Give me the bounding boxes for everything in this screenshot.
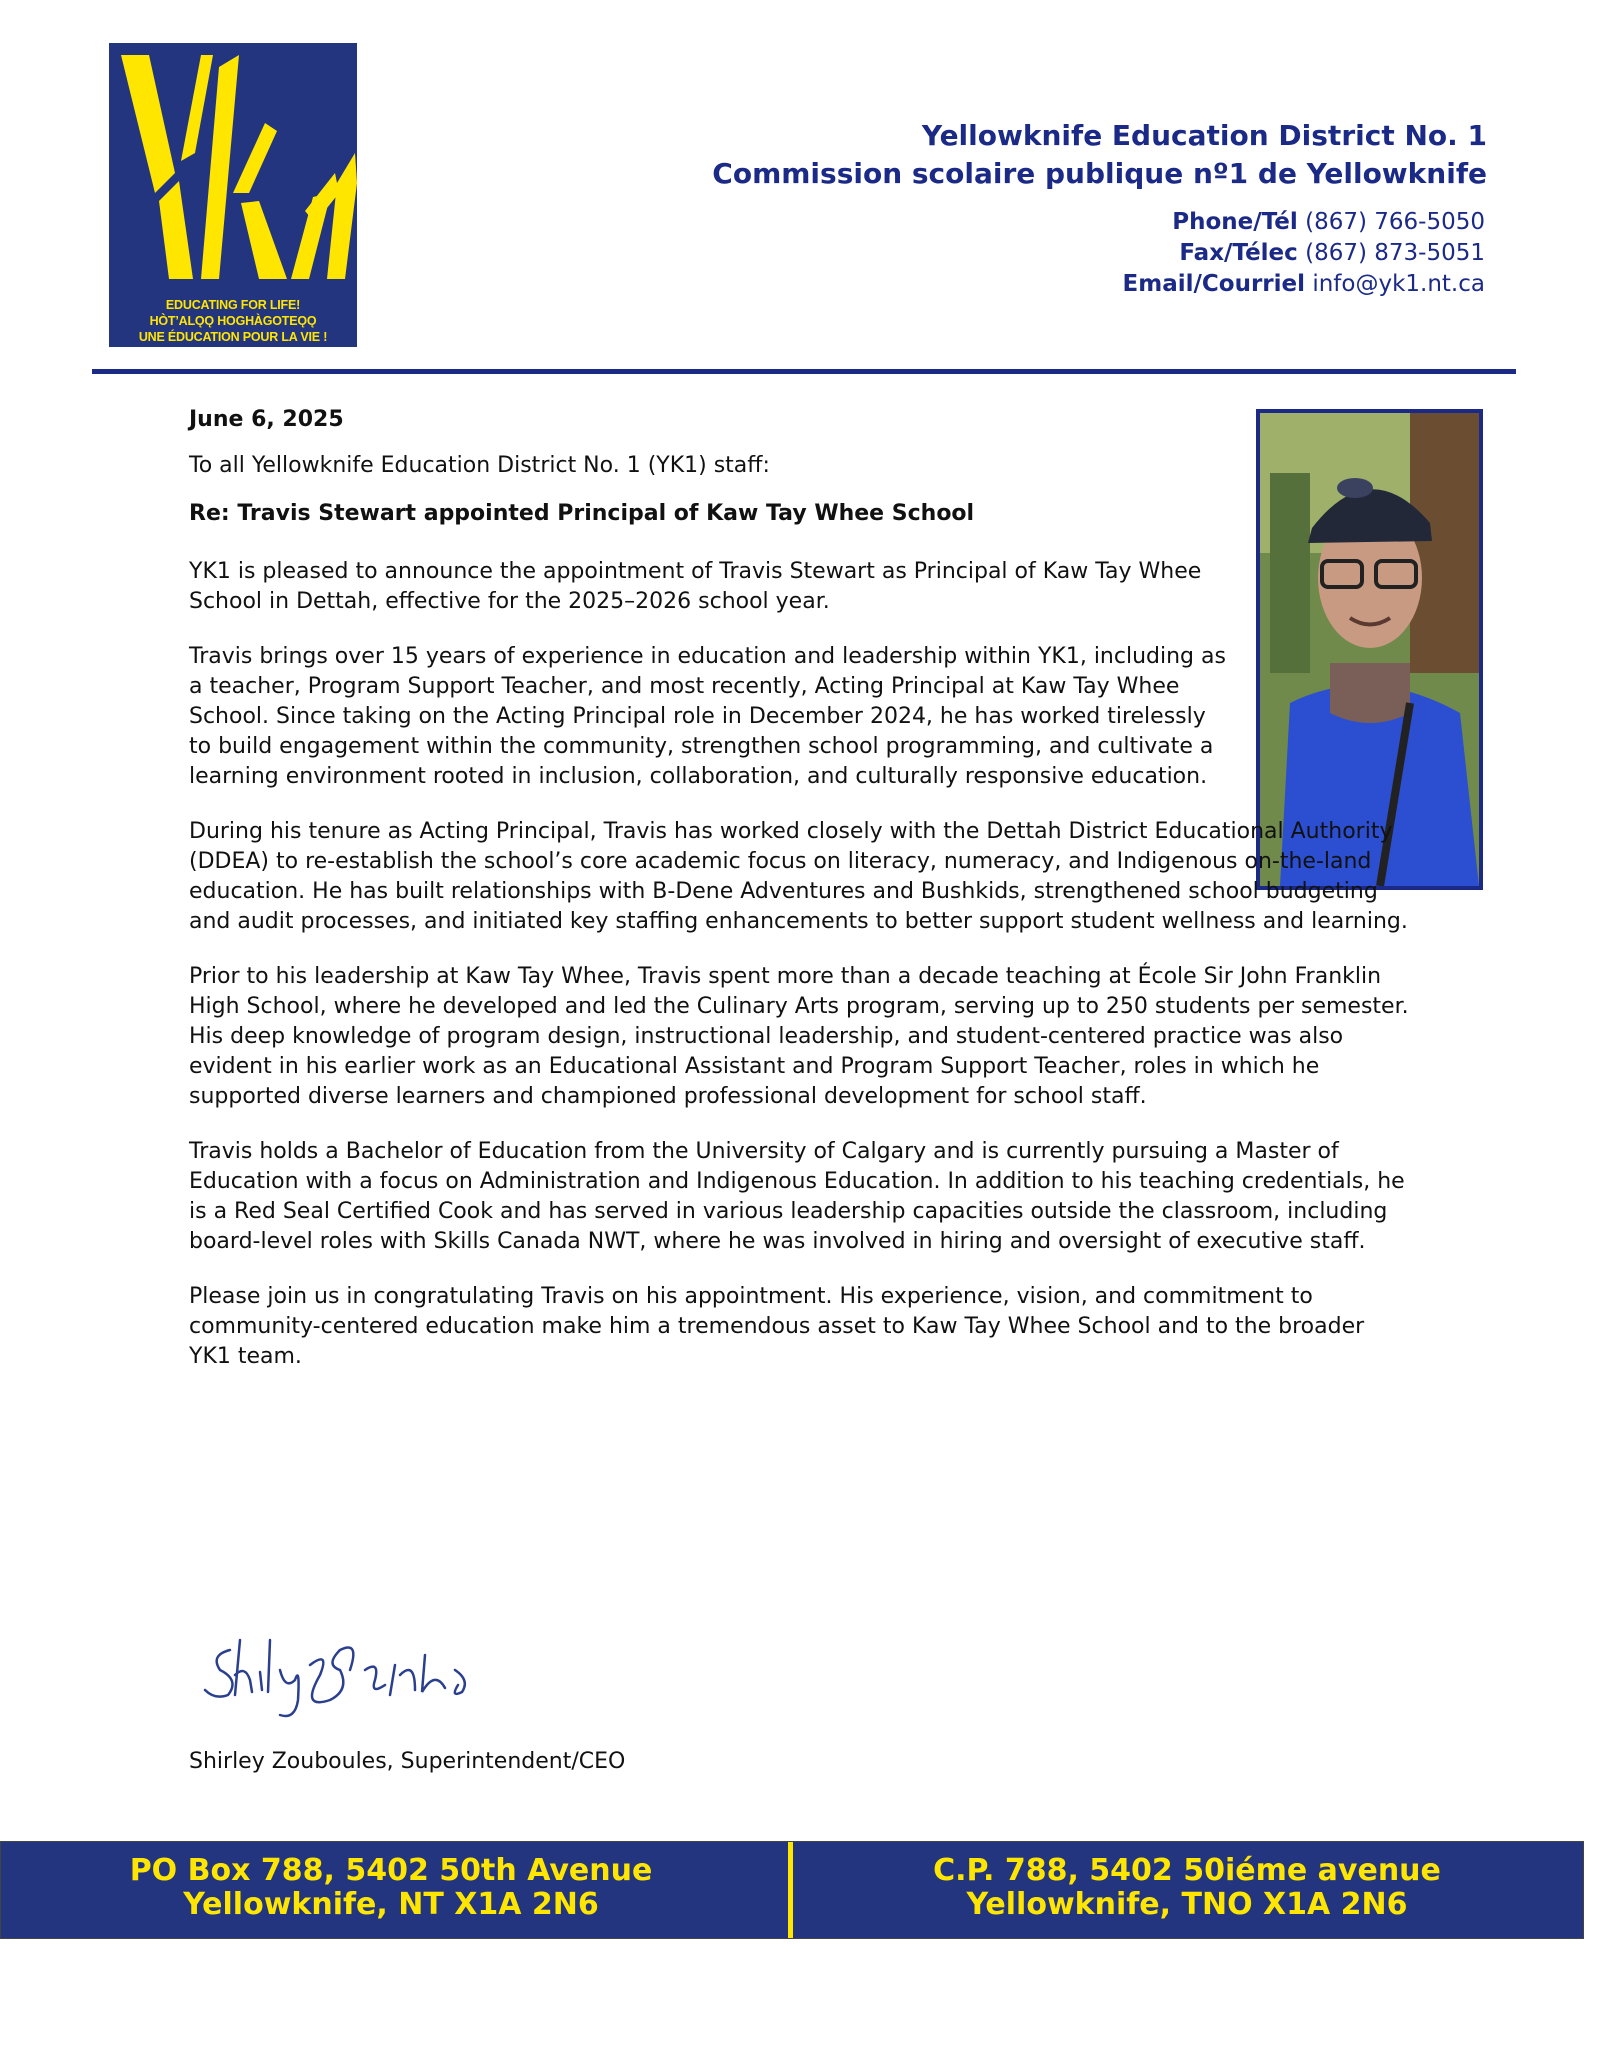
organization-name-french: Commission scolaire publique nº1 de Yellowknife [712,157,1487,190]
email-line [1123,269,1485,300]
letter-subject: Re: Travis Stewart appointed Principal of Kaw Tay Whee School [189,501,975,526]
organization-heading [712,117,1487,193]
address-footer [0,1841,1584,1939]
paragraph: Prior to his leadership at Kaw Tay Whee, Travis spent more than a decade teaching at École Sir John Franklin High School, where he developed and led the Culinary Arts program, serving up to 250 students per semester. His deep knowledge of program design, instructional leadership, and student-centered practice was also evident in his earlier work as an Educational Assistant and Program Support Teacher, roles in which he supported diverse learners and championed professional development for school staff. [189,964,1409,1109]
fax-label: Fax/Télec [1179,240,1298,266]
organization-name-english: Yellowknife Education District No. 1 [921,119,1487,152]
address-french: C.P. 788, 5402 50iéme avenue Yellowknife, TNO X1A 2N6 [933,1853,1441,1922]
signer-name: Shirley Zouboules, Superintendent/CEO [189,1749,626,1774]
yk1-logo-mark [109,43,357,293]
paragraph: Please join us in congratulating Travis on his appointment. His experience, vision, and commitment to community-centered education make him a tremendous asset to Kaw Tay Whee School and to the broader YK1 team. [189,1284,1365,1369]
letter-date: June 6, 2025 [189,407,344,432]
paragraph: YK1 is pleased to announce the appointment of Travis Stewart as Principal of Kaw Tay Whee School in Dettah, effective for the 2025–2026 school year. [189,559,1202,614]
handwritten-signature [200,1620,560,1720]
phone-line [1123,207,1485,238]
email-address[interactable]: info@yk1.nt.ca [1312,271,1485,297]
phone-number: (867) 766-5050 [1305,209,1485,235]
paragraph: Travis brings over 15 years of experience in education and leadership within YK1, including as a teacher, Program Support Teacher, and most recently, Acting Principal at Kaw Tay Whee School. Since taking on the Acting Principal role in December 2024, he has worked tirelessly to build engagement within the community, strengthen school programming, and cultivate a learning environment rooted in inclusion, collaboration, and culturally responsive education. [189,644,1226,789]
logo-tagline: EDUCATING FOR LIFE! HÒT’ALǪǪ HOGHÀGOTEǪǪ UNE ÉDUCATION POUR LA VIE ! [138,298,328,344]
letter-salutation: To all Yellowknife Education District No. 1 (YK1) staff: [189,453,770,478]
email-label: Email/Courriel [1122,271,1306,297]
fax-number: (867) 873-5051 [1305,240,1485,266]
paragraph: Travis holds a Bachelor of Education from the University of Calgary and is currently pursuing a Master of Education with a focus on Administration and Indigenous Education. In addition to his teaching credentials, he is a Red Seal Certified Cook and has served in various leadership capacities outside the classroom, including board-level roles with Skills Canada NWT, where he was involved in hiring and oversight of executive staff. [189,1139,1405,1254]
district-logo [109,43,357,347]
address-english: PO Box 788, 5402 50th Avenue Yellowknife, NT X1A 2N6 [129,1853,653,1922]
paragraph: During his tenure as Acting Principal, Travis has worked closely with the Dettah District Educational Authority (DDEA) to re-establish the school’s core academic focus on literacy, numeracy, and Indigenous on-the-land education. He has built relationships with B-Dene Adventures and Bushkids, strengthened school budgeting and audit processes, and initiated key staffing enhancements to better support student wellness and learning. [189,819,1408,934]
footer-divider [788,1842,793,1938]
header-divider [92,369,1516,374]
contact-block [1123,207,1485,300]
letter-body [189,405,1409,1397]
phone-label: Phone/Tél [1172,209,1298,235]
fax-line [1123,238,1485,269]
